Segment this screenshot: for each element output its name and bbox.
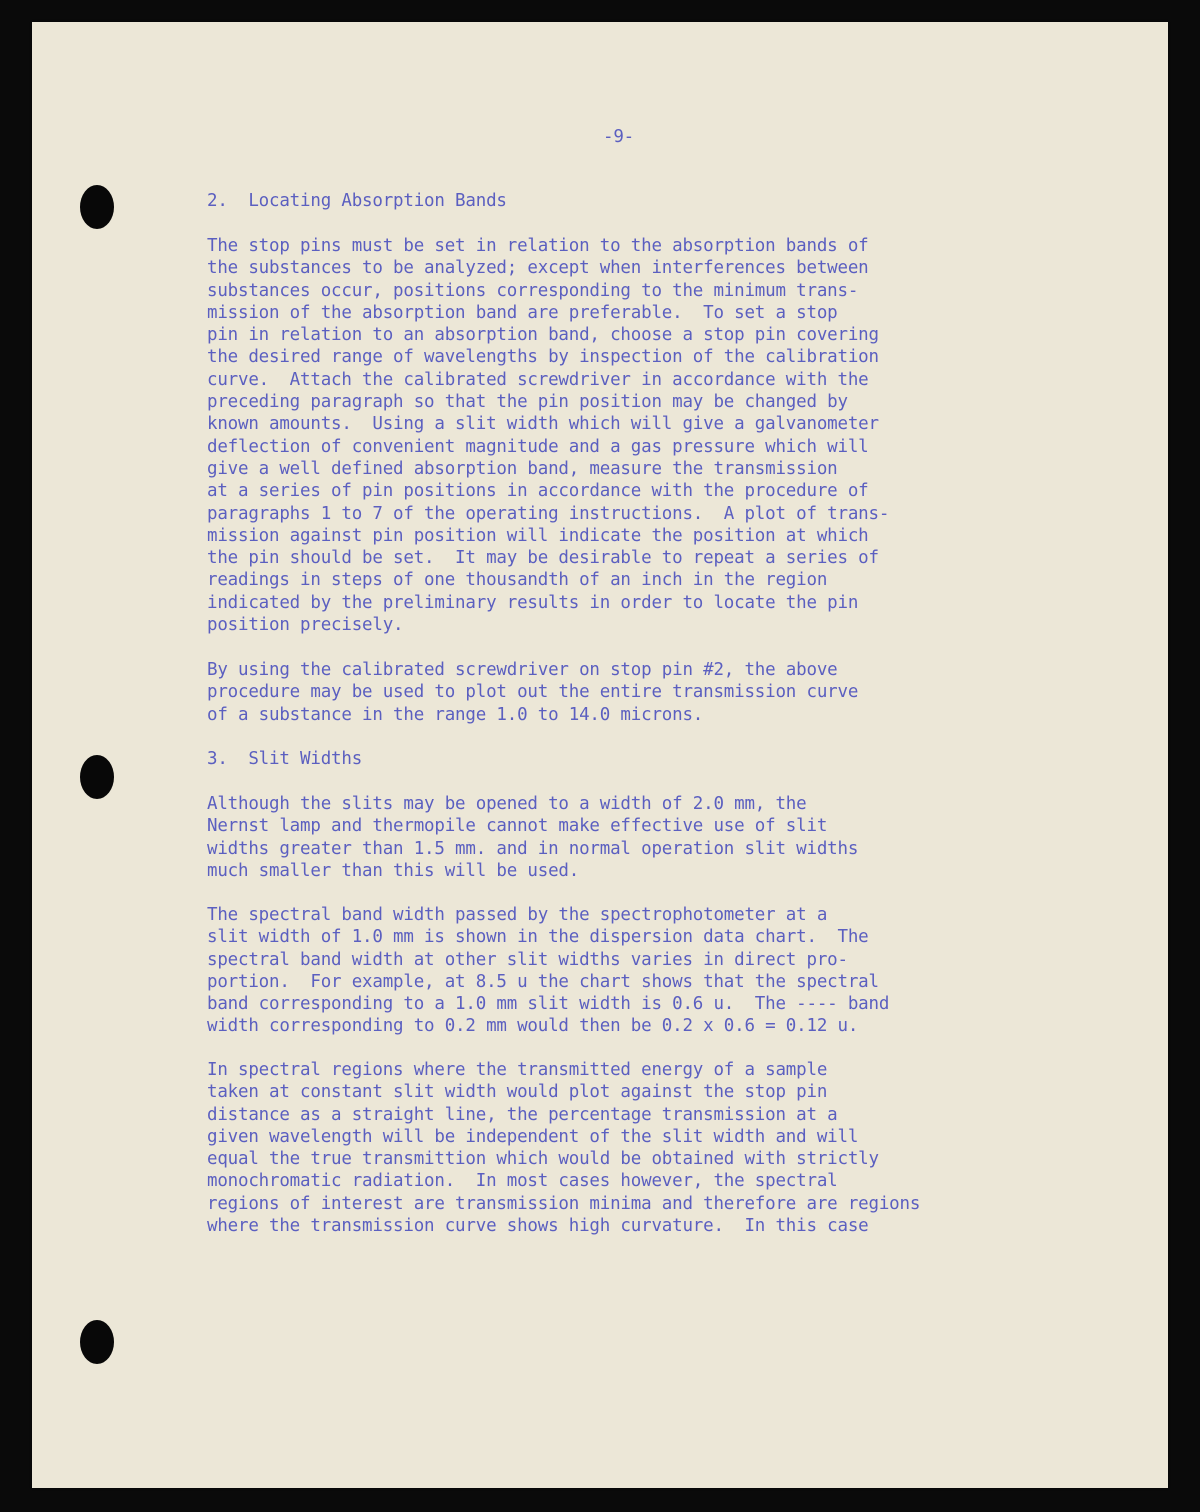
paragraph-slit-opening: Although the slits may be opened to a width of 2.0 mm, the Nernst lamp and thermopile cannot make effective use of slit widths greater than 1.5 mm. and in normal operation slit widths much smaller than this will be used. <box>207 794 859 881</box>
paragraph-stop-pins: The stop pins must be set in relation to the absorption bands of the substances to be analyzed; except when interferences between substances occur, positions corresponding to the minimum trans- mission of the absorption band are preferable. To set a stop pin in relation to an absorption band, choose a stop pin covering the desired range of wavelengths by inspection of the calibration curve. Attach the calibrated screwdriver in accordance with the preceding paragraph so that the pin position may be changed by known amounts. Using a slit width which will give a galvanometer deflection of convenient magnitude and a gas pressure which will give a well defined absorption band, measure the transmission at a series of pin positions in accordance with the procedure of paragraphs 1 to 7 of the operating instructions. A plot of trans- mission against pin position will indicate the position at which the pin should be set. It may be desirable to repeat a series of readings in steps of one thousandth of an inch in the region indicated by the preliminary results in order to locate the pin position precisely. <box>207 236 890 636</box>
paragraph-calibrated-screwdriver: By using the calibrated screwdriver on stop pin #2, the above procedure may be used to plot out the entire transmission curve of a substance in the range 1.0 to 14.0 microns. <box>207 660 859 725</box>
section-heading-slit-widths: 3. Slit Widths <box>207 749 363 769</box>
punch-hole-middle <box>80 755 114 799</box>
punch-hole-top <box>80 185 114 229</box>
paragraph-spectral-regions: In spectral regions where the transmitted energy of a sample taken at constant slit width would plot against the stop pin distance as a straight line, the percentage transmission at a given wavelength will be independent of the slit width and will equal the true transmittion which would be obtained with strictly monochromatic radiation. In most cases however, the spectral regions of interest are transmission minima and therefore are regions where the transmission curve shows high curvature. In this case <box>207 1060 921 1237</box>
punch-hole-bottom <box>80 1320 114 1364</box>
section-heading-locating-absorption-bands: 2. Locating Absorption Bands <box>207 191 507 211</box>
page-number: -9- <box>603 127 635 147</box>
paragraph-spectral-band-width: The spectral band width passed by the spectrophotometer at a slit width of 1.0 mm is shown in the dispersion data chart. The spectral band width at other slit widths varies in direct pro- portion. For example, at 8.5 u the chart shows that the spectral band corresponding to a 1.0 mm slit width is 0.6 u. The ---- band width corresponding to 0.2 mm would then be 0.2 x 0.6 = 0.12 u. <box>207 905 890 1037</box>
